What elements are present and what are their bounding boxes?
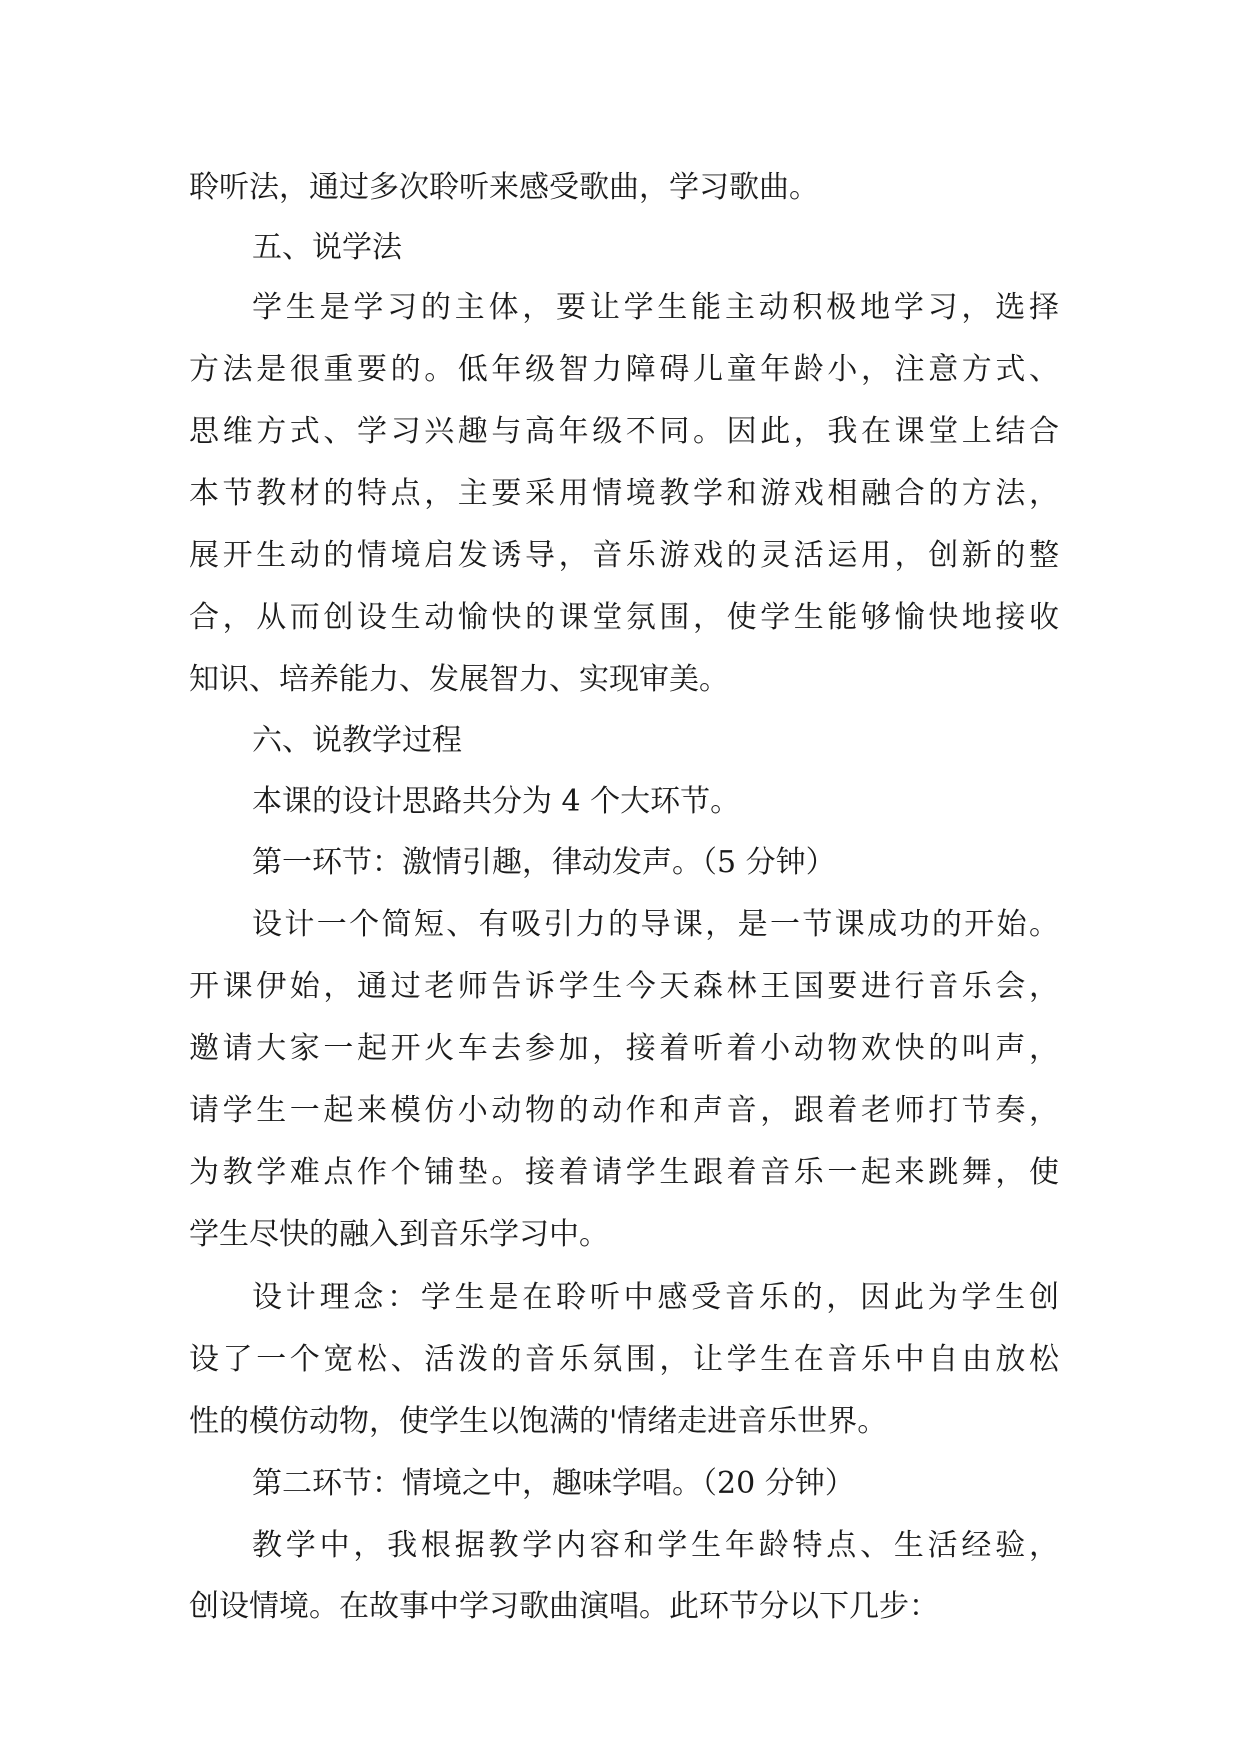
paragraph-line: 本节教材的特点，主要采用情境教学和游戏相融合的方法，: [189, 476, 1059, 511]
paragraph-line: 展开生动的情境启发诱导，音乐游戏的灵活运用，创新的整: [189, 538, 1059, 573]
section-heading-study-method: 五、说学法: [252, 230, 402, 265]
paragraph-line: 聆听法，通过多次聆听来感受歌曲，学习歌曲。: [189, 170, 819, 205]
paragraph-line: 合，从而创设生动愉快的课堂氛围，使学生能够愉快地接收: [189, 600, 1059, 635]
paragraph-line: 教学中，我根据教学内容和学生年龄特点、生活经验，: [252, 1528, 1059, 1563]
stage-heading-two: 第二环节：情境之中，趣味学唱。（20 分钟）: [252, 1466, 855, 1501]
paragraph-line: 设计理念：学生是在聆听中感受音乐的，因此为学生创: [252, 1280, 1059, 1315]
paragraph-line: 本课的设计思路共分为 4 个大环节。: [252, 784, 741, 819]
paragraph-line: 设计一个简短、有吸引力的导课，是一节课成功的开始。: [252, 907, 1059, 942]
paragraph-line: 开课伊始，通过老师告诉学生今天森林王国要进行音乐会，: [189, 969, 1059, 1004]
paragraph-line: 方法是很重要的。低年级智力障碍儿童年龄小，注意方式、: [189, 352, 1059, 387]
paragraph-line: 创设情境。在故事中学习歌曲演唱。此环节分以下几步：: [189, 1589, 939, 1624]
paragraph-line: 性的模仿动物，使学生以饱满的'情绪走进音乐世界。: [189, 1404, 888, 1439]
paragraph-line: 为教学难点作个铺垫。接着请学生跟着音乐一起来跳舞，使: [189, 1155, 1059, 1190]
paragraph-line: 知识、培养能力、发展智力、实现审美。: [189, 662, 729, 697]
paragraph-line: 学生是学习的主体，要让学生能主动积极地学习，选择: [252, 290, 1059, 325]
paragraph-line: 学生尽快的融入到音乐学习中。: [189, 1217, 609, 1252]
section-heading-teaching-process: 六、说教学过程: [252, 723, 462, 758]
stage-heading-one: 第一环节：激情引趣，律动发声。（5 分钟）: [252, 845, 836, 880]
paragraph-line: 请学生一起来模仿小动物的动作和声音，跟着老师打节奏，: [189, 1093, 1059, 1128]
paragraph-line: 设了一个宽松、活泼的音乐氛围，让学生在音乐中自由放松: [189, 1342, 1059, 1377]
paragraph-line: 思维方式、学习兴趣与高年级不同。因此，我在课堂上结合: [189, 414, 1059, 449]
paragraph-line: 邀请大家一起开火车去参加，接着听着小动物欢快的叫声，: [189, 1031, 1059, 1066]
